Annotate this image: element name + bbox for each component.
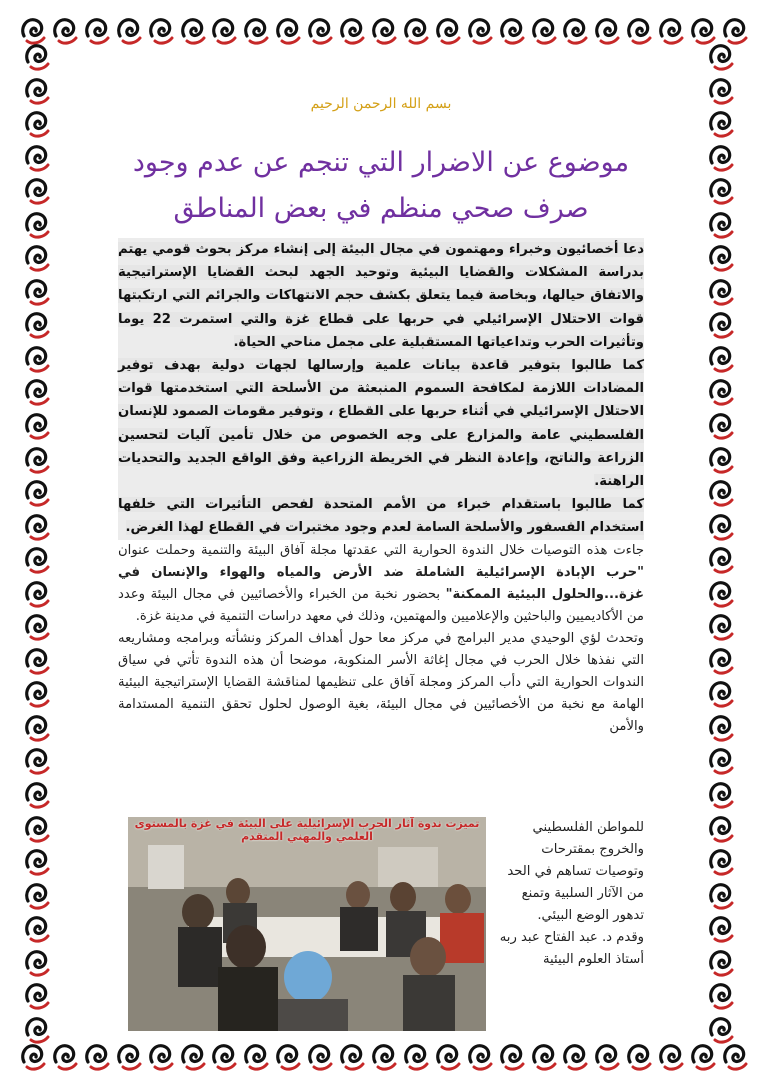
basmala: بسم الله الرحمن الرحيم	[310, 96, 452, 112]
scroll-ornament-icon	[22, 375, 52, 407]
ornament-border-right	[706, 40, 746, 1045]
scroll-ornament-icon	[22, 107, 52, 139]
paragraph-1-text: دعا أخصائيون وخبراء ومهتمون في مجال البيئة إلى إنشاء مركز بحوث قومي يهتم بدراسة المشكلات والقضايا البيئية وتوحيد الجهد لبحث القضايا الإستراتيجية والاتفاق حيالها، وبخاصة فيما يتعلق بكشف حجم الانتهاكات والجرائم التي ارتكبتها قوات الاحتلال الإسرائيلي في حربها على قطاع غزة والتي استمرت 22 يوما وتأثيرات الحرب وتداعياتها المستقبلية على مجمل مناحي الحياة.	[118, 242, 644, 350]
scroll-ornament-icon	[146, 1040, 176, 1072]
scroll-ornament-icon	[114, 1040, 144, 1072]
scroll-ornament-icon	[241, 1040, 271, 1072]
scroll-ornament-icon	[22, 275, 52, 307]
scroll-ornament-icon	[337, 1040, 367, 1072]
scroll-ornament-icon	[497, 1040, 527, 1072]
scroll-ornament-icon	[497, 14, 527, 46]
page-title-line-1: موضوع عن الاضرار التي تنجم عن عدم وجود	[132, 147, 630, 178]
paragraph-4-headline: "حرب الإبادة الإسرائيلية الشاملة ضد الأرض والمياه والهواء والإنسان في غزة...والحلول البيئية الممكنة"	[118, 564, 644, 602]
scroll-ornament-icon	[706, 375, 736, 407]
scroll-ornament-icon	[433, 14, 463, 46]
ornament-border-left	[22, 40, 62, 1045]
scroll-ornament-icon	[706, 141, 736, 173]
scroll-ornament-icon	[706, 912, 736, 944]
scroll-ornament-icon	[369, 14, 399, 46]
photo-caption: تميزت ندوة آثار الحرب الإسرائيلية على البيئة في غزة بالمستوى العلمي والمهني المتقدم	[134, 817, 480, 843]
scroll-ornament-icon	[22, 812, 52, 844]
scroll-ornament-icon	[560, 1040, 590, 1072]
scroll-ornament-icon	[465, 14, 495, 46]
scroll-ornament-icon	[706, 946, 736, 978]
scroll-ornament-icon	[22, 879, 52, 911]
paragraph-4-rest: بحضور نخبة من الخبراء والأخصائيين في مجال البيئة وعدد من الأكاديميين والباحثين والإعلاميين والمهتمين، وذلك في معهد دراسات التنمية في مدينة غزة.	[118, 586, 644, 624]
scroll-ornament-icon	[22, 845, 52, 877]
paragraph-1	[118, 238, 644, 354]
scroll-ornament-icon	[433, 1040, 463, 1072]
scroll-ornament-icon	[465, 1040, 495, 1072]
scroll-ornament-icon	[22, 476, 52, 508]
scroll-ornament-icon	[22, 912, 52, 944]
page-title	[98, 140, 664, 232]
scroll-ornament-icon	[706, 443, 736, 475]
scroll-ornament-icon	[369, 1040, 399, 1072]
scroll-ornament-icon	[22, 610, 52, 642]
scroll-ornament-icon	[22, 74, 52, 106]
scroll-ornament-icon	[560, 14, 590, 46]
scroll-ornament-icon	[706, 275, 736, 307]
scroll-ornament-icon	[706, 577, 736, 609]
conference-photo-image	[128, 817, 486, 1031]
scroll-ornament-icon	[706, 342, 736, 374]
scroll-ornament-icon	[22, 208, 52, 240]
scroll-ornament-icon	[706, 812, 736, 844]
paragraph-5-continued: للمواطن الفلسطيني والخروج بمقترحات وتوصيات تساهم في الحد من الآثار السلبية وتمنع تدهور الوضع البيئي.	[507, 820, 644, 923]
scroll-ornament-icon	[82, 14, 112, 46]
scroll-ornament-icon	[706, 778, 736, 810]
scroll-ornament-icon	[22, 409, 52, 441]
scroll-ornament-icon	[114, 14, 144, 46]
scroll-ornament-icon	[706, 208, 736, 240]
paragraph-2-text: كما طالبوا بتوفير قاعدة بيانات علمية وإرسالها لجهات دولية بهدف توفير المضادات اللازمة لمكافحة السموم المنبعثة من الأسلحة التي استخدمتها قوات الاحتلال الإسرائيلي في أثناء حربها على القطاع ، وتوفير مقومات الصمود للإنسان الفلسطيني عامة والمزارع على وجه الخصوص من خلال تأمين آليات لتحسين الزراعة والناتج، وإعادة النظر في الخريطة الزراعية وفق الواقع الجديد والتحديات الراهنة.	[118, 358, 644, 490]
scroll-ornament-icon	[624, 14, 654, 46]
scroll-ornament-icon	[401, 1040, 431, 1072]
conference-photo	[128, 817, 486, 1031]
scroll-ornament-icon	[178, 1040, 208, 1072]
paragraph-5: وتحدث لؤي الوحيدي مدير البرامج في مركز معا حول أهداف المركز ونشأته وبرامجه ومشاريعه التي نفذها خلال الحرب في مجال إغاثة الأسر المنكوبة، موضحا أن هذه الندوة تأتي في سياق الندوات الحوارية التي دأب المركز ومجلة آفاق على تنظيمها لمناقشة القضايا الإستراتيجية البيئية الهامة مع نخبة من الأخصائيين في مجال البيئة، بغية الوصول لحلول تحقق التنمية المستدامة والأمن	[118, 630, 644, 734]
scroll-ornament-icon	[22, 778, 52, 810]
scroll-ornament-icon	[706, 677, 736, 709]
paragraph-4	[118, 540, 644, 628]
scroll-ornament-icon	[706, 979, 736, 1011]
scroll-ornament-icon	[706, 476, 736, 508]
scroll-ornament-icon	[656, 1040, 686, 1072]
scroll-ornament-icon	[706, 644, 736, 676]
scroll-ornament-icon	[529, 1040, 559, 1072]
scroll-ornament-icon	[529, 14, 559, 46]
paragraph-3	[118, 493, 644, 539]
scroll-ornament-icon	[706, 510, 736, 542]
scroll-ornament-icon	[22, 711, 52, 743]
page-title-line-2: صرف صحي منظم في بعض المناطق	[173, 193, 589, 224]
scroll-ornament-icon	[273, 1040, 303, 1072]
scroll-ornament-icon	[22, 443, 52, 475]
scroll-ornament-icon	[706, 711, 736, 743]
scroll-ornament-icon	[22, 644, 52, 676]
scroll-ornament-icon	[706, 409, 736, 441]
scroll-ornament-icon	[22, 677, 52, 709]
scroll-ornament-icon	[22, 342, 52, 374]
scroll-ornament-icon	[22, 308, 52, 340]
side-column	[494, 817, 644, 971]
scroll-ornament-icon	[706, 543, 736, 575]
scroll-ornament-icon	[209, 1040, 239, 1072]
ornament-border-bottom	[18, 1040, 750, 1080]
lower-section	[118, 817, 644, 1027]
scroll-ornament-icon	[22, 1013, 52, 1045]
ornament-border-top	[18, 14, 750, 54]
scroll-ornament-icon	[22, 40, 52, 72]
scroll-ornament-icon	[706, 107, 736, 139]
scroll-ornament-icon	[241, 14, 271, 46]
scroll-ornament-icon	[706, 40, 736, 72]
scroll-ornament-icon	[656, 14, 686, 46]
scroll-ornament-icon	[22, 141, 52, 173]
scroll-ornament-icon	[178, 14, 208, 46]
article-body	[118, 238, 644, 738]
paragraph-4-intro: جاءت هذه التوصيات خلال الندوة الحوارية التي عقدتها مجلة آفاق البيئة والتنمية وحملت عنوان	[118, 542, 644, 558]
scroll-ornament-icon	[706, 879, 736, 911]
scroll-ornament-icon	[706, 308, 736, 340]
scroll-ornament-icon	[337, 14, 367, 46]
scroll-ornament-icon	[706, 74, 736, 106]
scroll-ornament-icon	[706, 845, 736, 877]
scroll-ornament-icon	[22, 543, 52, 575]
scroll-ornament-icon	[305, 1040, 335, 1072]
scroll-ornament-icon	[22, 577, 52, 609]
scroll-ornament-icon	[706, 241, 736, 273]
scroll-ornament-icon	[146, 14, 176, 46]
scroll-ornament-icon	[624, 1040, 654, 1072]
scroll-ornament-icon	[273, 14, 303, 46]
scroll-ornament-icon	[22, 979, 52, 1011]
scroll-ornament-icon	[706, 174, 736, 206]
paragraph-3-text: كما طالبوا باستقدام خبراء من الأمم المتحدة لفحص التأثيرات التي خلفها استخدام الفسفور والأسلحة السامة لعدم وجود مختبرات في القطاع لهذا الغرض.	[118, 497, 644, 536]
scroll-ornament-icon	[305, 14, 335, 46]
paragraph-2	[118, 354, 644, 493]
scroll-ornament-icon	[22, 510, 52, 542]
scroll-ornament-icon	[706, 1013, 736, 1045]
scroll-ornament-icon	[706, 744, 736, 776]
scroll-ornament-icon	[592, 14, 622, 46]
scroll-ornament-icon	[22, 174, 52, 206]
scroll-ornament-icon	[401, 14, 431, 46]
scroll-ornament-icon	[82, 1040, 112, 1072]
scroll-ornament-icon	[592, 1040, 622, 1072]
scroll-ornament-icon	[22, 946, 52, 978]
scroll-ornament-icon	[706, 610, 736, 642]
scroll-ornament-icon	[22, 241, 52, 273]
paragraph-6: وقدم د. عبد الفتاح عبد ربه أستاذ العلوم البيئية	[499, 930, 644, 967]
scroll-ornament-icon	[209, 14, 239, 46]
scroll-ornament-icon	[22, 744, 52, 776]
